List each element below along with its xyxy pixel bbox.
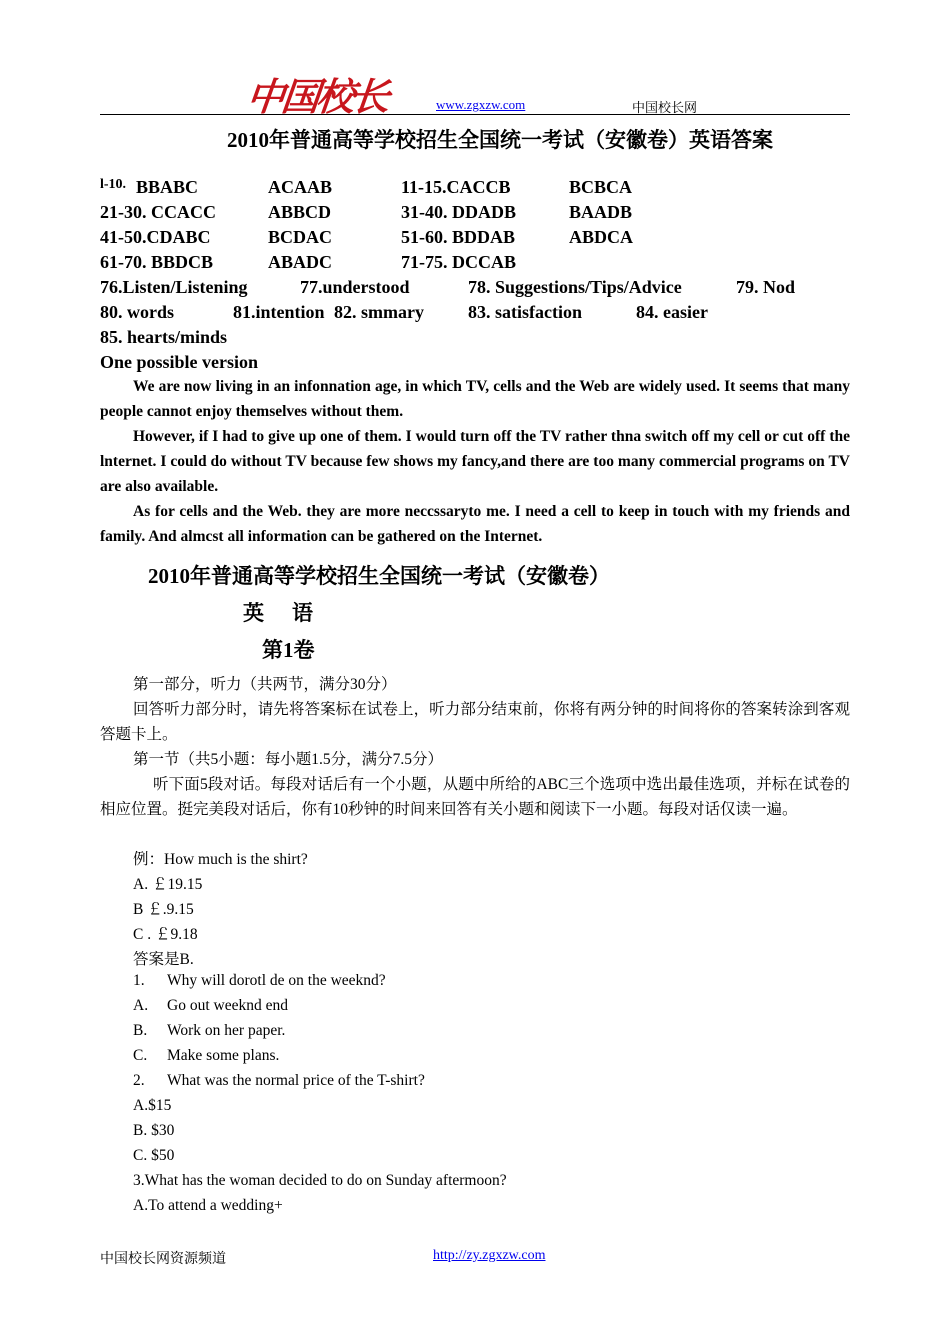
section-1-heading: 第一节（共5小题：每小题1.5分，满分7.5分） (133, 751, 444, 768)
question-1-option-a (133, 997, 288, 1015)
question-2 (133, 1072, 425, 1090)
answers-title: 2010年普通高等学校招生全国统一考试（安徽卷）英语答案 (227, 128, 773, 152)
essay-paragraph-1: We are now living in an infonnation age, in which TV, cells and the Web are widely used. It seems that many people cannot enjoy themselves without them. (100, 378, 850, 420)
answer-row-1-d: BCBCA (569, 177, 633, 197)
question-3: 3.What has the woman decided to do on Sunday aftermoon? (133, 1172, 507, 1189)
footer-url-link[interactable]: http://zy.zgxzw.com (433, 1248, 546, 1263)
footer-site-label: 中国校长网资源频道 (100, 1252, 226, 1267)
answer-row-4-b: ABADC (268, 252, 333, 272)
option-text: Work on her paper. (167, 1022, 286, 1039)
question-3-option-a: A.To attend a wedding+ (133, 1197, 283, 1214)
fill-answer-77: 77.understood (300, 277, 410, 297)
question-1-option-c (133, 1047, 279, 1065)
example-option-c: C . ￡9.18 (133, 926, 198, 943)
exam-subject: 英语 (243, 601, 341, 625)
option-letter: B. (133, 1022, 148, 1039)
fill-answer-82: 82. smmary (334, 302, 424, 322)
answer-row-1-label: l-10. (100, 177, 127, 192)
fill-answer-78: 78. Suggestions/Tips/Advice (468, 277, 682, 297)
question-1 (133, 972, 386, 990)
answer-row-4-c: 71-75. DCCAB (401, 252, 516, 272)
question-2-option-c: C. $50 (133, 1147, 175, 1164)
question-2-option-a: A.$15 (133, 1097, 172, 1114)
question-2-number: 2. (133, 1072, 145, 1089)
fill-answer-83: 83. satisfaction (468, 302, 582, 322)
example-option-a: A. ￡19.15 (133, 876, 203, 893)
fill-answer-85: 85. hearts/minds (100, 327, 228, 347)
section-1-description: 听下面5段对话。每段对话后有一个小题，从题中所给的ABC三个选项中选出最佳选项，并标在试卷的相应位置。挺完美段对话后，你有10秒钟的时间来回答有关小题和阅读下一小题。每段对话仅读一遍。 (100, 776, 850, 818)
answer-row-2-c: 31-40. DDADB (401, 202, 516, 222)
question-2-text: What was the normal price of the T-shirt? (167, 1072, 425, 1089)
answer-row-1-b: ACAAB (268, 177, 333, 197)
header-site-name: 中国校长网 (632, 100, 698, 115)
answer-row-1-c: 11-15.CACCB (401, 177, 511, 197)
exam-title: 2010年普通高等学校招生全国统一考试（安徽卷） (148, 564, 610, 588)
option-text: Go out weeknd end (167, 997, 288, 1014)
answer-row-2-b: ABBCD (268, 202, 332, 222)
fill-answer-84: 84. easier (636, 302, 708, 322)
part-1-heading: 第一部分，听力（共两节，满分30分） (133, 676, 397, 693)
version-label: One possible version (100, 352, 259, 372)
option-letter: C. (133, 1047, 148, 1064)
example-answer: 答案是B. (133, 951, 194, 968)
fill-answer-76: 76.Listen/Listening (100, 277, 248, 297)
exam-volume: 第1卷 (262, 638, 315, 662)
answer-row-4-a: 61-70. BBDCB (100, 252, 214, 272)
answer-row-3-d: ABDCA (569, 227, 634, 247)
option-text: Make some plans. (167, 1047, 280, 1064)
answer-row-3-c: 51-60. BDDAB (401, 227, 516, 247)
essay-paragraph-3: As for cells and the Web. they are more neccssaryto me. I need a cell to keep in touch with my friends and family. And almcst all information can be gathered on the Internet. (100, 503, 850, 545)
listening-instruction: 回答听力部分时，请先将答案标在试卷上，听力部分结束前，你将有两分钟的时间将你的答案转涂到客观答题卡上。 (100, 701, 850, 743)
answer-row-2-d: BAADB (569, 202, 633, 222)
answer-row-2-a: 21-30. CCACC (100, 202, 216, 222)
option-letter: A. (133, 997, 149, 1014)
question-1-option-b (133, 1022, 285, 1040)
fill-answer-81: 81.intention (233, 302, 325, 322)
answer-row-3-a: 41-50.CDABC (100, 227, 211, 247)
question-1-number: 1. (133, 972, 145, 989)
header-url-link[interactable]: www.zgxzw.com (436, 97, 526, 112)
site-logo: 中国校长 (244, 74, 390, 119)
answer-row-3-b: BCDAC (268, 227, 333, 247)
question-1-text: Why will dorotl de on the weeknd? (167, 972, 386, 989)
example-question: 例：How much is the shirt? (133, 851, 308, 868)
fill-answer-79: 79. Nod (736, 277, 796, 297)
essay-paragraph-2: However, if I had to give up one of them. I would turn off the TV rather thna switch off my cell or cut off the lnternet. I could do without TV because few shows my fancy,and there are too many commercial programs on TV are also available. (100, 428, 850, 495)
fill-answer-80: 80. words (100, 302, 175, 322)
answer-row-1-a: BBABC (136, 177, 199, 197)
example-option-b: B ￡.9.15 (133, 901, 194, 918)
question-2-option-b: B. $30 (133, 1122, 175, 1139)
header-divider (100, 114, 850, 115)
